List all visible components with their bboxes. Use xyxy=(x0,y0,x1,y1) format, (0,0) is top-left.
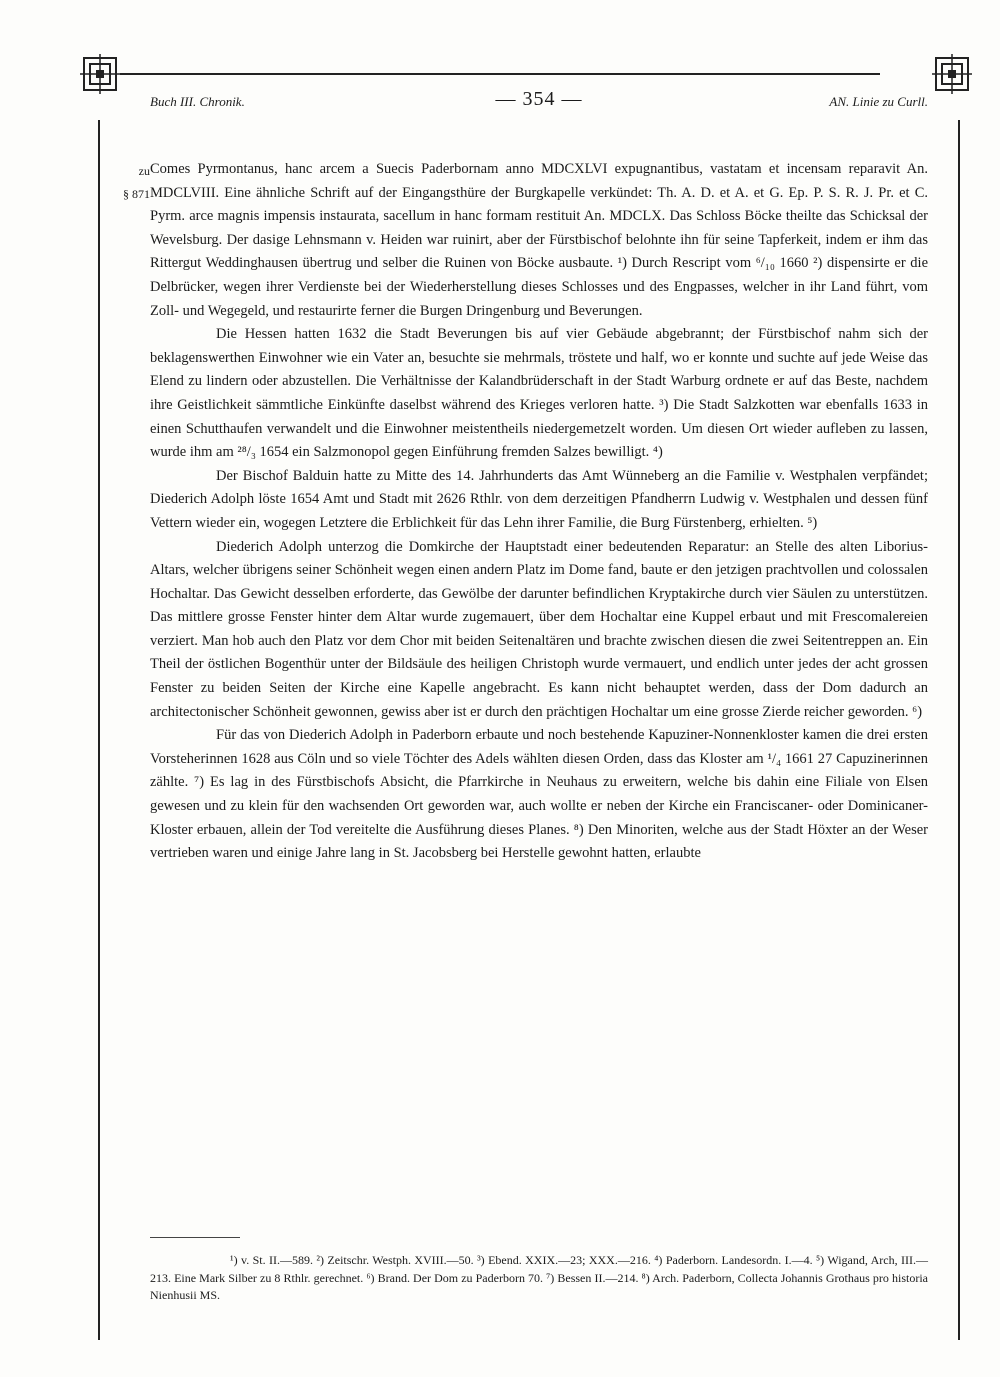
paragraph-4: Diederich Adolph unterzog die Domkirche der Hauptstadt einer bedeutenden Reparatur: an Stelle des alten Liborius-Altars, welcher übrigens seiner Schönheit wegen einen andern Platz im Dome fand, baute er den jetzigen prachtvollen und colossalen Hochaltar. Das Gewicht desselben erforderte, das Gewölbe der darunter befindlichen Kryptakirche durch vier Säulen zu unterstützen. Das mittlere grosse Fenster hinter dem Altar wurde zugemauert, über dem Hochaltar eine Kuppel erbaut und mit Frescomalereien verziert. Man hob auch den Platz vor dem Chor mit beiden Seitenaltären und brachte zwischen diesen die zwei Seitentreppen an. Ein Theil der östlichen Bogenthür unter der Bildsäule des heiligen Christoph wurde vermauert, und endlich unter jedes der acht grossen Fenster zu beiden Seiten der Kirche eine Kapelle angebracht. Es kann nicht behauptet werden, dass der Dom dadurch an architectonischer Schönheit gewonnen, gewiss aber ist er durch den prächtigen Hochaltar um eine grosse Zierde reicher geworden. ⁶) xyxy=(150,538,928,720)
frame-left-rule xyxy=(98,120,100,1340)
margin-zu: zu xyxy=(138,164,150,178)
margin-note xyxy=(116,160,150,206)
paragraph-2: Die Hessen hatten 1632 die Stadt Beverungen bis auf vier Gebäude abgebrannt; der Fürstbischof nahm sich der beklagenswerthen Einwohner wie ein Vater an, besuchte sie mehrmals, tröstete und half, wo er konnte und suchte auf jede Weise das Elend zu lindern oder abzustellen. Die Verhältnisse der Kalandbrüderschaft in der Stadt Warburg ordnete er auf das Beste, nachdem ihre Geistlichkeit sämmtliche Einkünfte daselbst während des Krieges verloren hatte. ³) Die Stadt Salzkotten war ebenfalls 1633 in einen Schutthaufen verwandelt und die Einwohner meistentheils niedergemetzelt worden. Um diesen Ort wieder aufleben zu lassen, wurde ihm am ²⁸/₃ 1654 ein Salzmonopol gegen Einführung fremden Salzes bewilligt. ⁴) xyxy=(150,326,928,461)
margin-section: § 871 xyxy=(123,187,150,201)
footnote-separator xyxy=(150,1237,240,1238)
footnote-text: ¹) v. St. II.—589. ²) Zeitschr. Westph. XVIII.—50. ³) Ebend. XXIX.—23; XXX.—216. ⁴) Paderborn. Landesordn. I.—4. ⁵) Wigand, Arch, III.—213. Eine Mark Silber zu 8 Rthlr. gerechnet. ⁶) Brand. Der Dom zu Paderborn 70. ⁷) Bessen II.—214. ⁸) Arch. Paderborn, Collecta Johannis Grothaus pro historia Nienhusii MS. xyxy=(150,1253,928,1302)
header-right: AN. Linie zu Curll. xyxy=(829,94,928,109)
paragraph-3: Der Bischof Balduin hatte zu Mitte des 14. Jahrhunderts das Amt Wünneberg an die Familie v. Westphalen verpfändet; Diederich Adolph löste 1654 Amt und Stadt mit 2626 Rthlr. von dem derzeitigen Pfandherrn Ludwig v. Westphalen und dessen fünf Vettern wieder ein, wogegen Letztere die Erblichkeit für das Lehn ihrer Familie, die Burg Fürstenberg, erhielten. ⁵) xyxy=(150,467,928,531)
page-number: — 354 — xyxy=(495,88,583,110)
paragraph-1: Comes Pyrmontanus, hanc arcem a Suecis Paderbornam anno MDCXLVI expugnantibus, vastatam et incensam reparavit An. MDCLVIII. Eine ähnliche Schrift auf der Eingangsthüre der Burgkapelle verkündet: Th. A. D. et A. et G. Ep. P. S. R. J. Pr. et C. Pyrm. arce magnis impensis instaurata, sacellum in hanc formam restituit An. MDCLX. Das Schloss Böcke theilte das Schicksal der Wevelsburg. Der dasige Lehnsmann v. Heiden war ruinirt, aber der Fürstbischof belohnte ihn für seine Tapferkeit, indem er ihm das Rittergut Weddinghausen übertrug und selber die Ruinen von Böcke ausbaute. ¹) Durch Rescript vom ⁶/₁₀ 1660 ²) dispensirte er die Delbrücker, wegen ihrer Verdienste bei der Wiederherstellung dieses Schlosses und des Engpasses, welcher in ihr Land führt, vom Zoll- und Wegegeld, und restaurirte ferner die Burgen Dringenburg und Beverungen. xyxy=(150,161,928,319)
header-left: Buch III. Chronik. xyxy=(150,94,245,109)
running-header xyxy=(150,88,928,116)
frame-right-rule xyxy=(958,120,960,1340)
ornament-top-right-icon xyxy=(930,52,974,96)
body-text xyxy=(150,158,928,866)
paragraph-5: Für das von Diederich Adolph in Paderborn erbaute und noch bestehende Kapuziner-Nonnenkloster kamen die drei ersten Vorsteherinnen 1628 aus Cöln und so viele Töchter des Adels wählten diesen Orden, dass das Kloster am ¹/₄ 1661 27 Capuzinerinnen zählte. ⁷) Es lag in des Fürstbischofs Absicht, die Pfarrkirche in Neuhaus zu erweitern, welche bis dahin eine Filiale von Elsen gewesen und zu klein für den wachsenden Ort geworden war, auch wollte er neben der Kirche ein Franciscaner- oder Dominicaner-Kloster erbauen, allein der Tod vereitelte die Ausführung dieses Planes. ⁸) Den Minoriten, welche aus der Stadt Höxter an der Weser vertrieben waren und einige Jahre lang in St. Jacobsberg bei Herstelle gewohnt hatten, erlaubte xyxy=(150,727,928,862)
footnotes xyxy=(150,1252,928,1305)
ornament-top-left-icon xyxy=(78,52,122,96)
frame-top-rule xyxy=(120,73,880,75)
